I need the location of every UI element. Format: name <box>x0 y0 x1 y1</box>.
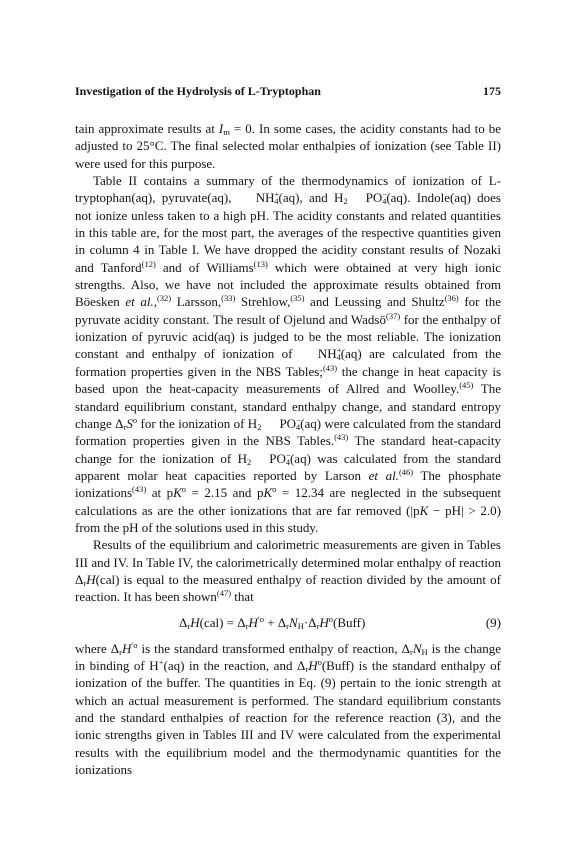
equation-9 <box>75 610 501 636</box>
paragraph-4: where $\Delta_rH^{'o}$ is the standard transformed enthalpy of reaction, $\Delta_rN_H$ is the change in binding of H+(aq) in the reaction, and $\Delta_rH^o(Buff)$ is the standard enthalpy of ionization of the buffer. The quantities in Eq. (9) pertain to the ionic strength at which an actual measurement is performed. The standard equilibrium constants and the standard enthalpies of reaction for the reference reaction (3), and the ionic strengths given in Tables III and IV were calculated from the experimental results with the equilibrium model and the thermodynamic quantities for the ionizations <box>75 639 501 778</box>
page-number: 175 <box>483 84 501 98</box>
body-text <box>75 120 501 778</box>
paragraph-1: tain approximate results at $I_m = 0$. In some cases, the acidity constants had to be adjusted to 25°C. The final selected molar enthalpies of ionization (see Table II) were used for this purpose. <box>75 121 501 171</box>
running-head <box>75 84 501 102</box>
equation-expression: $\Delta_rH(cal) = \Delta_rH^{'o}$ + $\Delta_rN_H\cdot\Delta_rH^o(Buff)$ <box>179 613 366 631</box>
equation-number: (9) <box>485 614 501 630</box>
running-title: Investigation of the Hydrolysis of L-Tryptophan <box>75 84 321 98</box>
paragraph-2: Table II contains a summary of the thermodynamics of ionization of L-tryptophan(aq), pyruvate(aq), $NH^+_4(aq)$, and $H_2$ $PO^-_4(aq)$. Indole(aq) does not ionize unless taken to a high pH. The acidity constants and related quantities in this table are, for the most part, the averages of the respective quantities given in column 4 in Table I. We have dropped the acidity constant results of Nozaki and Tanford$^{(12)}$ and of Williams$^{(13)}$ which were obtained at very high ionic strengths. Also, we have not included the approximate results obtained from Böesken et al.,$^{(32)}$ Larsson,$^{(33)}$ Strehlow,$^{(35)}$ and Leussing and Shultz$^{(36)}$ for the pyruvate acidity constant. The result of Ojelund and Wadsö$^{(37)}$ for the enthalpy of ionization of pyruvic acid(aq) is judged to be the most reliable. The ionization constant and enthalpy of ionization of $NH^+_4(aq)$ are calculated from the formation properties given in the NBS Tables;$^{(43)}$ the change in heat capacity is based upon the heat-capacity measurements of Allred and Woolley.$^{(45)}$ The standard equilibrium constant, standard enthalpy change, and standard entropy change $\Delta_rS^o$ for the ionization of $H_2$ $PO^-_4(aq)$ were calculated from the standard formation properties given in the NBS Tables.$^{(43)}$ The standard heat-capacity change for the ionization of $H_2$ $PO^-_4(aq)$ was calculated from the standard apparent molar heat capacities reported by Larson et al.$^{(46)}$ The phosphate ionizations$^{(43)}$ at $pK^o = 2.15$ and $pK^o = 12.34$ are neglected in the subsequent calculations as are the other ionizations that are far removed (|pK − pH| > 2.0) from the pH of the solutions used in this study. <box>75 173 502 535</box>
paragraph-3: Results of the equilibrium and calorimetric measurements are given in Tables III and IV. In Table IV, the calorimetrically determined molar enthalpy of reaction $\Delta_rH(cal)$ is equal to the measured enthalpy of reaction divided by the amount of reaction. It has been shown$^{(47)}$ that <box>75 537 501 605</box>
